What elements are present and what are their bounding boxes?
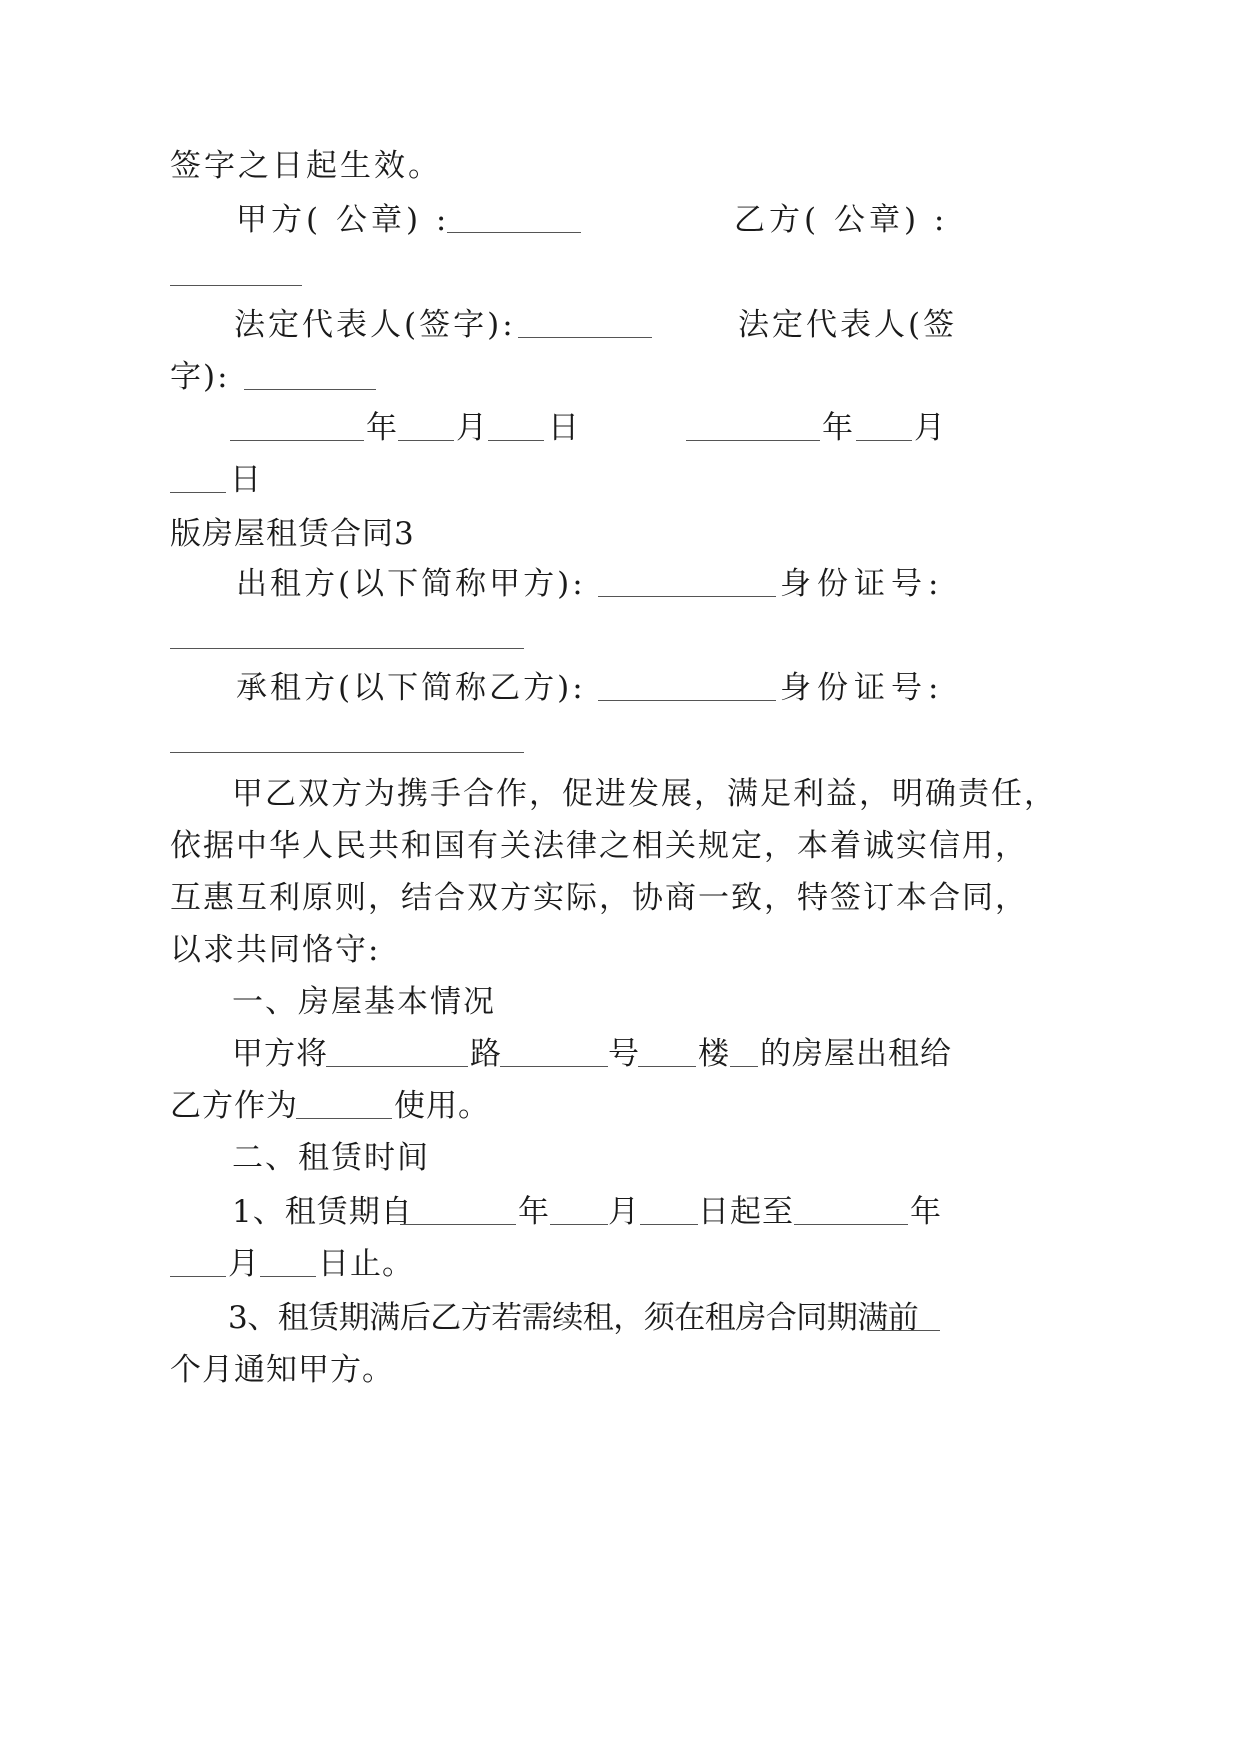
fill-blank xyxy=(244,389,376,390)
fill-blank xyxy=(170,752,524,753)
fill-blank xyxy=(500,1066,608,1067)
text-line: 日 xyxy=(548,410,579,446)
fill-blank xyxy=(638,1066,696,1067)
fill-blank xyxy=(170,1276,226,1277)
fill-blank xyxy=(170,492,226,493)
text-line: 使用。 xyxy=(394,1088,490,1124)
text-line: 月 xyxy=(914,410,945,446)
fill-blank xyxy=(447,232,581,233)
text-line: 的房屋出租给 xyxy=(760,1036,952,1072)
text-line: 年 xyxy=(910,1194,941,1230)
paragraph-line: 以求共同恪守: xyxy=(170,932,381,968)
fill-blank xyxy=(640,1224,698,1225)
paragraph-line: 甲乙双方为携手合作，促进发展，满足利益，明确责任， xyxy=(232,776,1057,812)
text-line: 月 xyxy=(228,1246,259,1282)
id-number-label: 身份证号: xyxy=(780,670,945,706)
fill-blank xyxy=(326,1066,468,1067)
fill-blank xyxy=(296,1118,392,1119)
text-line: 乙方作为 xyxy=(170,1088,298,1124)
fill-blank xyxy=(856,440,912,441)
text-line: 甲方将 xyxy=(232,1036,328,1072)
text-line: 字): xyxy=(170,359,230,395)
text-line: 月 xyxy=(608,1194,639,1230)
text-line: 月 xyxy=(456,410,487,446)
text-line: 3、租赁期满后乙方若需续租，须在租房合同期满前 xyxy=(228,1300,919,1336)
party-b-rep-label: 法定代表人(签 xyxy=(738,307,958,343)
text-line: 号 xyxy=(608,1036,639,1072)
text-line: 日止。 xyxy=(318,1246,414,1282)
lessor-label: 出租方(以下简称甲方): xyxy=(236,566,586,602)
fill-blank xyxy=(598,700,776,701)
lessee-label: 承租方(以下简称乙方): xyxy=(236,670,586,706)
fill-blank xyxy=(260,1276,316,1277)
text-line: 年 xyxy=(518,1194,549,1230)
fill-blank xyxy=(230,440,364,441)
text-line: 1、租赁期自 xyxy=(232,1194,413,1230)
fill-blank xyxy=(794,1224,908,1225)
fill-blank xyxy=(730,1066,758,1067)
text-line: 日 xyxy=(230,462,261,498)
fill-blank xyxy=(518,337,652,338)
section-title: 版房屋租赁合同3 xyxy=(170,516,415,552)
fill-blank xyxy=(170,285,302,286)
party-a-rep-label: 法定代表人(签字): xyxy=(234,307,516,343)
text-line: 个月通知甲方。 xyxy=(170,1352,394,1388)
fill-blank xyxy=(488,440,544,441)
id-number-label: 身份证号: xyxy=(780,566,945,602)
text-line: 年 xyxy=(366,410,397,446)
party-a-seal-label: 甲方( 公章) : xyxy=(236,202,451,238)
fill-blank xyxy=(170,648,524,649)
text-line: 路 xyxy=(470,1036,501,1072)
text-line: 年 xyxy=(822,410,853,446)
text-line: 楼 xyxy=(698,1036,729,1072)
fill-blank xyxy=(868,1330,940,1331)
fill-blank xyxy=(598,596,776,597)
section-heading: 二、租赁时间 xyxy=(232,1140,430,1176)
fill-blank xyxy=(398,440,454,441)
paragraph-line: 互惠互利原则，结合双方实际，协商一致，特签订本合同， xyxy=(170,880,1028,916)
fill-blank xyxy=(400,1224,516,1225)
fill-blank xyxy=(550,1224,608,1225)
text-line: 日起至 xyxy=(698,1194,794,1230)
paragraph-line: 依据中华人民共和国有关法律之相关规定，本着诚实信用， xyxy=(170,828,1028,864)
fill-blank xyxy=(686,440,820,441)
text-line: 签字之日起生效。 xyxy=(170,148,442,184)
section-heading: 一、房屋基本情况 xyxy=(232,984,496,1020)
party-b-seal-label: 乙方( 公章) : xyxy=(734,202,949,238)
